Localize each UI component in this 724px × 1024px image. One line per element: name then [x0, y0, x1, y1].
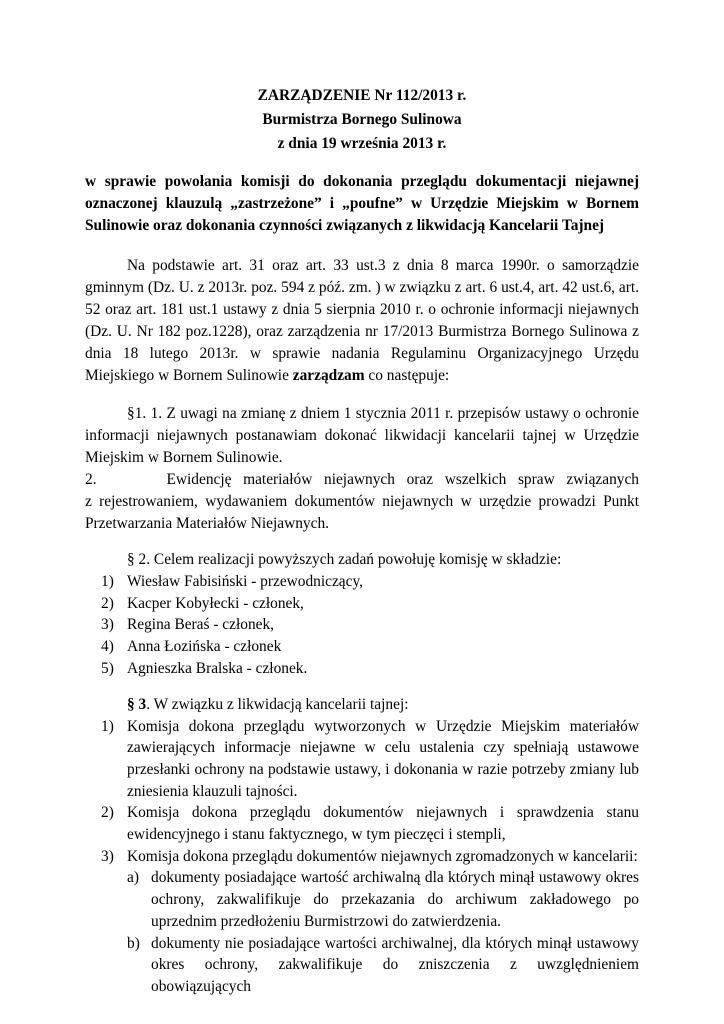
list-item-number: 4) — [101, 638, 114, 656]
sub-list-item-text: dokumenty nie posiadające wartości archiwalnej, dla których minął ustawowy okres ochrony, zakwalifikuje do zniszczenia z uwzględnieniem obowiązujących — [151, 934, 639, 995]
list-item-number: 1) — [101, 717, 114, 735]
list-item — [85, 658, 639, 680]
list-item-text: Komisja dokona przeglądu wytworzonych w Urzędzie Miejskim materiałów zawierających informacje niejawne w celu ustalenia czy spełniają ustawowe przesłanki ochrony na podstawie ustawy, i dokonania w razie potrzeby zmiany lub zniesienia klauzuli tajności. — [127, 717, 639, 800]
section3-intro-text: . W związku z likwidacją kancelarii tajnej: — [146, 695, 409, 713]
document-date: z dnia 19 września 2013 r. — [277, 135, 447, 152]
section1-paragraph2-number: 2. — [85, 471, 97, 488]
list-item-number: 1) — [101, 573, 114, 590]
list-item-number: 2) — [101, 804, 114, 822]
list-item — [85, 802, 639, 845]
list-item-number: 2) — [101, 594, 114, 612]
sub-list-item-letter: b) — [127, 934, 140, 952]
list-item-text: Wiesław Fabisiński - przewodniczący, — [127, 573, 364, 590]
list-item-text: Anna Łozińska - członek — [127, 638, 282, 656]
sub-list-item — [85, 933, 639, 998]
document-title: ZARZĄDZENIE Nr 112/2013 r. — [257, 87, 467, 104]
section1-paragraph2-line1 — [85, 469, 639, 491]
section1-paragraph1: §1. 1. Z uwagi na zmianę z dniem 1 stycznia 2011 r. przepisów ustawy o ochronie informacji niejawnych postanawiam dokonać likwidacji kancelarii tajnej w Urzędzie Miejskim w Bornem Sulinowie. — [85, 405, 639, 466]
sub-list-item — [85, 867, 639, 932]
sub-list-item-letter: a) — [127, 869, 139, 887]
list-item — [85, 846, 639, 868]
list-item — [85, 614, 639, 636]
section3-intro — [85, 694, 639, 716]
list-item-number: 5) — [101, 659, 114, 677]
document-subject: w sprawie powołania komisji do dokonania przeglądu dokumentacji niejawnej oznaczonej klauzulą „zastrzeżone” i „poufne” w Urzędzie Miejskim w Bornem Sulinowie oraz dokonania czynności związanych z likwidacją Kancelarii Tajnej — [85, 173, 639, 234]
legal-basis-paragraph — [85, 255, 639, 387]
section2-intro: § 2. Celem realizacji powyższych zadań powołuję komisję w składzie: — [127, 551, 562, 568]
list-item-number: 3) — [101, 616, 114, 634]
section1-paragraph2 — [85, 469, 639, 535]
section1-paragraph2-rest: z rejestrowaniem, wydawaniem dokumentów niejawnych w urzędzie prowadzi Punkt Przetwarzania Materiałów Niejawnych. — [85, 493, 639, 532]
legal-basis-tail: co następuje: — [364, 367, 450, 384]
list-item-number: 3) — [101, 847, 114, 865]
document-issuer: Burmistrza Bornego Sulinowa — [262, 111, 462, 128]
list-item-text: Komisja dokona przeglądu dokumentów niejawnych i sprawdzenia stanu ewidencyjnego i stanu faktycznego, w tym pieczęci i stempli, — [127, 804, 639, 844]
list-item-text: Agnieszka Bralska - członek. — [127, 659, 308, 677]
legal-basis-decree-word: zarządzam — [292, 367, 365, 384]
list-item — [85, 571, 639, 593]
sub-list-item-text: dokumenty posiadające wartość archiwalną dla których minął ustawowy okres ochrony, zakwalifikuje do przekazania do archiwum zakładowego po uprzednim przedłożeniu Burmistrzowi do zatwierdzenia. — [151, 869, 639, 930]
list-item-text: Regina Beraś - członek, — [127, 616, 275, 634]
list-item — [85, 716, 639, 803]
list-item-text: Komisja dokona przeglądu dokumentów niejawnych zgromadzonych w kancelarii: — [127, 847, 638, 865]
section1-paragraph2-line1-text: Ewidencję materiałów niejawnych oraz wszelkich spraw związanych — [166, 471, 639, 488]
committee-members-list — [85, 571, 639, 680]
document-page — [85, 84, 639, 998]
section3-sign: § 3 — [127, 695, 147, 713]
legal-basis-text: Na podstawie art. 31 oraz art. 33 ust.3 z dnia 8 marca 1990r. o samorządzie gminnym (Dz. U. z 2013r. poz. 594 z póź. zm. ) w związku z art. 6 ust.4, art. 42 ust.6, art. 52 oraz art. 181 ust.1 ustawy z dnia 5 sierpnia 2010 r. o ochronie informacji niejawnych (Dz. U. Nr 182 poz.1228), oraz zarządzenia nr 17/2013 Burmistrza Bornego Sulinowa z dnia 18 lutego 2013r. w sprawie nadania Regulaminu Organizacyjnego Urzędu Miejskiego w Bornem Sulinowie — [85, 257, 639, 384]
section3-list — [85, 716, 639, 998]
list-item — [85, 636, 639, 658]
list-item — [85, 593, 639, 615]
list-item-text: Kacper Kobyłecki - członek, — [127, 594, 304, 612]
